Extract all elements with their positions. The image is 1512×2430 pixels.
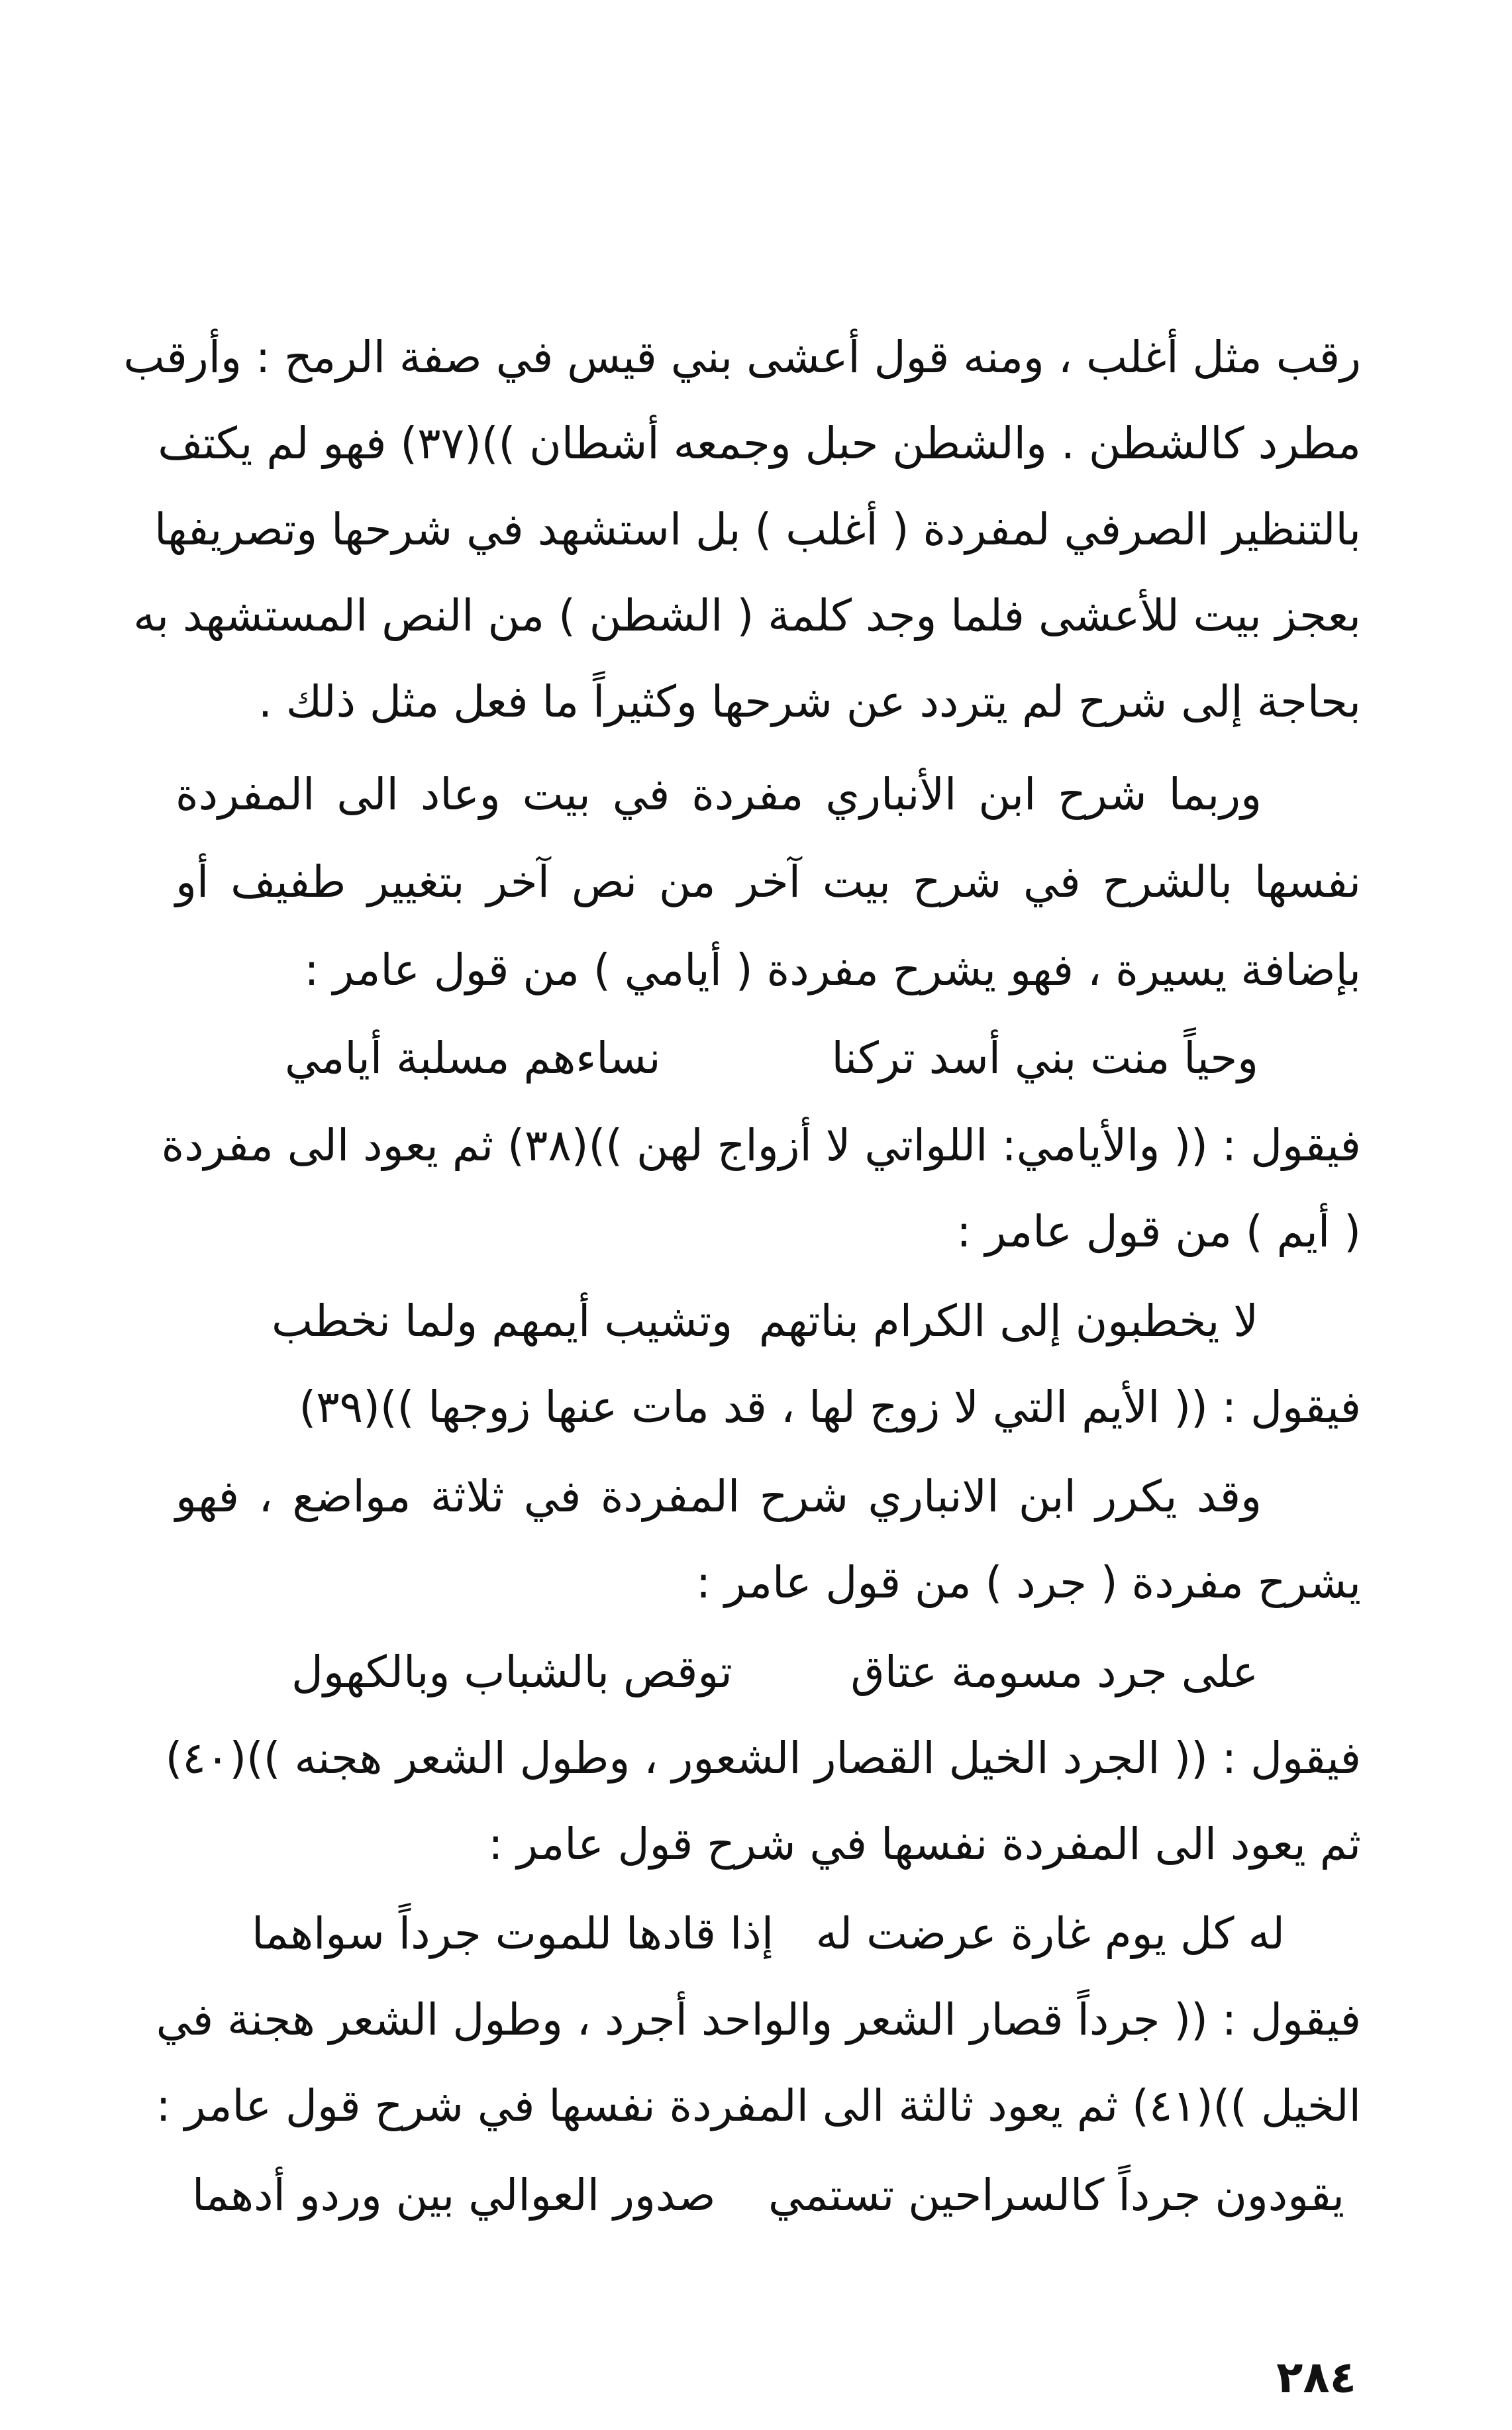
verse-first-hemistich: له كل يوم غارة عرضت له <box>815 1908 1285 1959</box>
text-line: فيقول : (( والأيامي: اللواتي لا أزواج لهن ))(٣٨) ثم يعود الى مفردة <box>161 1120 1361 1171</box>
verse-second-hemistich: إذا قادها للموت جرداً سواهما <box>252 1908 774 1959</box>
text-line: ( أيم ) من قول عامر : <box>956 1206 1361 1257</box>
text-line: نفسها بالشرح في شرح بيت آخر من نص آخر بتغيير طفيف أو <box>176 856 1361 907</box>
text-line: فيقول : (( الجرد الخيل القصار الشعور ، وطول الشعر هجنه ))(٤٠) <box>165 1733 1361 1784</box>
text-line: الخيل ))(٤١) ثم يعود ثالثة الى المفردة نفسها في شرح قول عامر : <box>156 2080 1361 2131</box>
verse-first-hemistich: لا يخطبون إلى الكرام بناتهم <box>758 1295 1258 1346</box>
verse-first-hemistich: على جرد مسومة عتاق <box>850 1646 1258 1697</box>
text-line: بعجز بيت للأعشى فلما وجد كلمة ( الشطن ) من النص المستشهد به <box>133 590 1361 641</box>
verse-second-hemistich: توقص بالشباب وبالكهول <box>291 1646 732 1697</box>
text-line: مطرد كالشطن . والشطن حبل وجمعه أشطان ))(٣٧) فهو لم يكتف <box>158 418 1361 469</box>
paragraph-first-line: وربما شرح ابن الأنباري مفردة في بيت وعاد الى المفردة <box>176 769 1262 820</box>
verse-first-hemistich: يقودون جرداً كالسراحين تستمي <box>768 2170 1344 2221</box>
text-line: رقب مثل أغلب ، ومنه قول أعشى بني قيس في صفة الرمح : وأرقب <box>123 332 1361 383</box>
text-line: بحاجة إلى شرح لم يتردد عن شرحها وكثيراً ما فعل مثل ذلك . <box>258 676 1361 727</box>
verse-second-hemistich: وتشيب أيمهم ولما نخطب <box>272 1295 733 1346</box>
text-line: فيقول : (( جرداً قصار الشعر والواحد أجرد ، وطول الشعر هجنة في <box>156 1994 1361 2045</box>
verse-second-hemistich: نساءهم مسلبة أيامي <box>285 1033 661 1084</box>
text-line: بالتنظير الصرفي لمفردة ( أغلب ) بل استشهد في شرحها وتصريفها <box>154 504 1361 555</box>
poetry-verse <box>272 1275 1258 1368</box>
paragraph-first-line: وقد يكرر ابن الانباري شرح المفردة في ثلاثة مواضع ، فهو <box>176 1471 1262 1522</box>
poetry-verse <box>252 1888 1285 1980</box>
text-line: فيقول : (( الأيم التي لا زوج لها ، قد مات عنها زوجها ))(٣٩) <box>299 1382 1361 1433</box>
text-line: بإضافة يسيرة ، فهو يشرح مفردة ( أيامي ) من قول عامر : <box>304 944 1361 995</box>
verse-first-hemistich: وحياً منت بني أسد تركنا <box>831 1033 1258 1084</box>
verse-second-hemistich: صدور العوالي بين وردو أدهما <box>192 2170 716 2221</box>
poetry-verse <box>291 1626 1258 1719</box>
poetry-verse <box>285 1012 1258 1105</box>
page-number: ٢٨٤ <box>1276 2352 1356 2403</box>
text-line: ثم يعود الى المفردة نفسها في شرح قول عامر : <box>488 1819 1361 1870</box>
poetry-verse <box>192 2149 1344 2242</box>
text-line: يشرح مفردة ( جرد ) من قول عامر : <box>695 1557 1361 1608</box>
